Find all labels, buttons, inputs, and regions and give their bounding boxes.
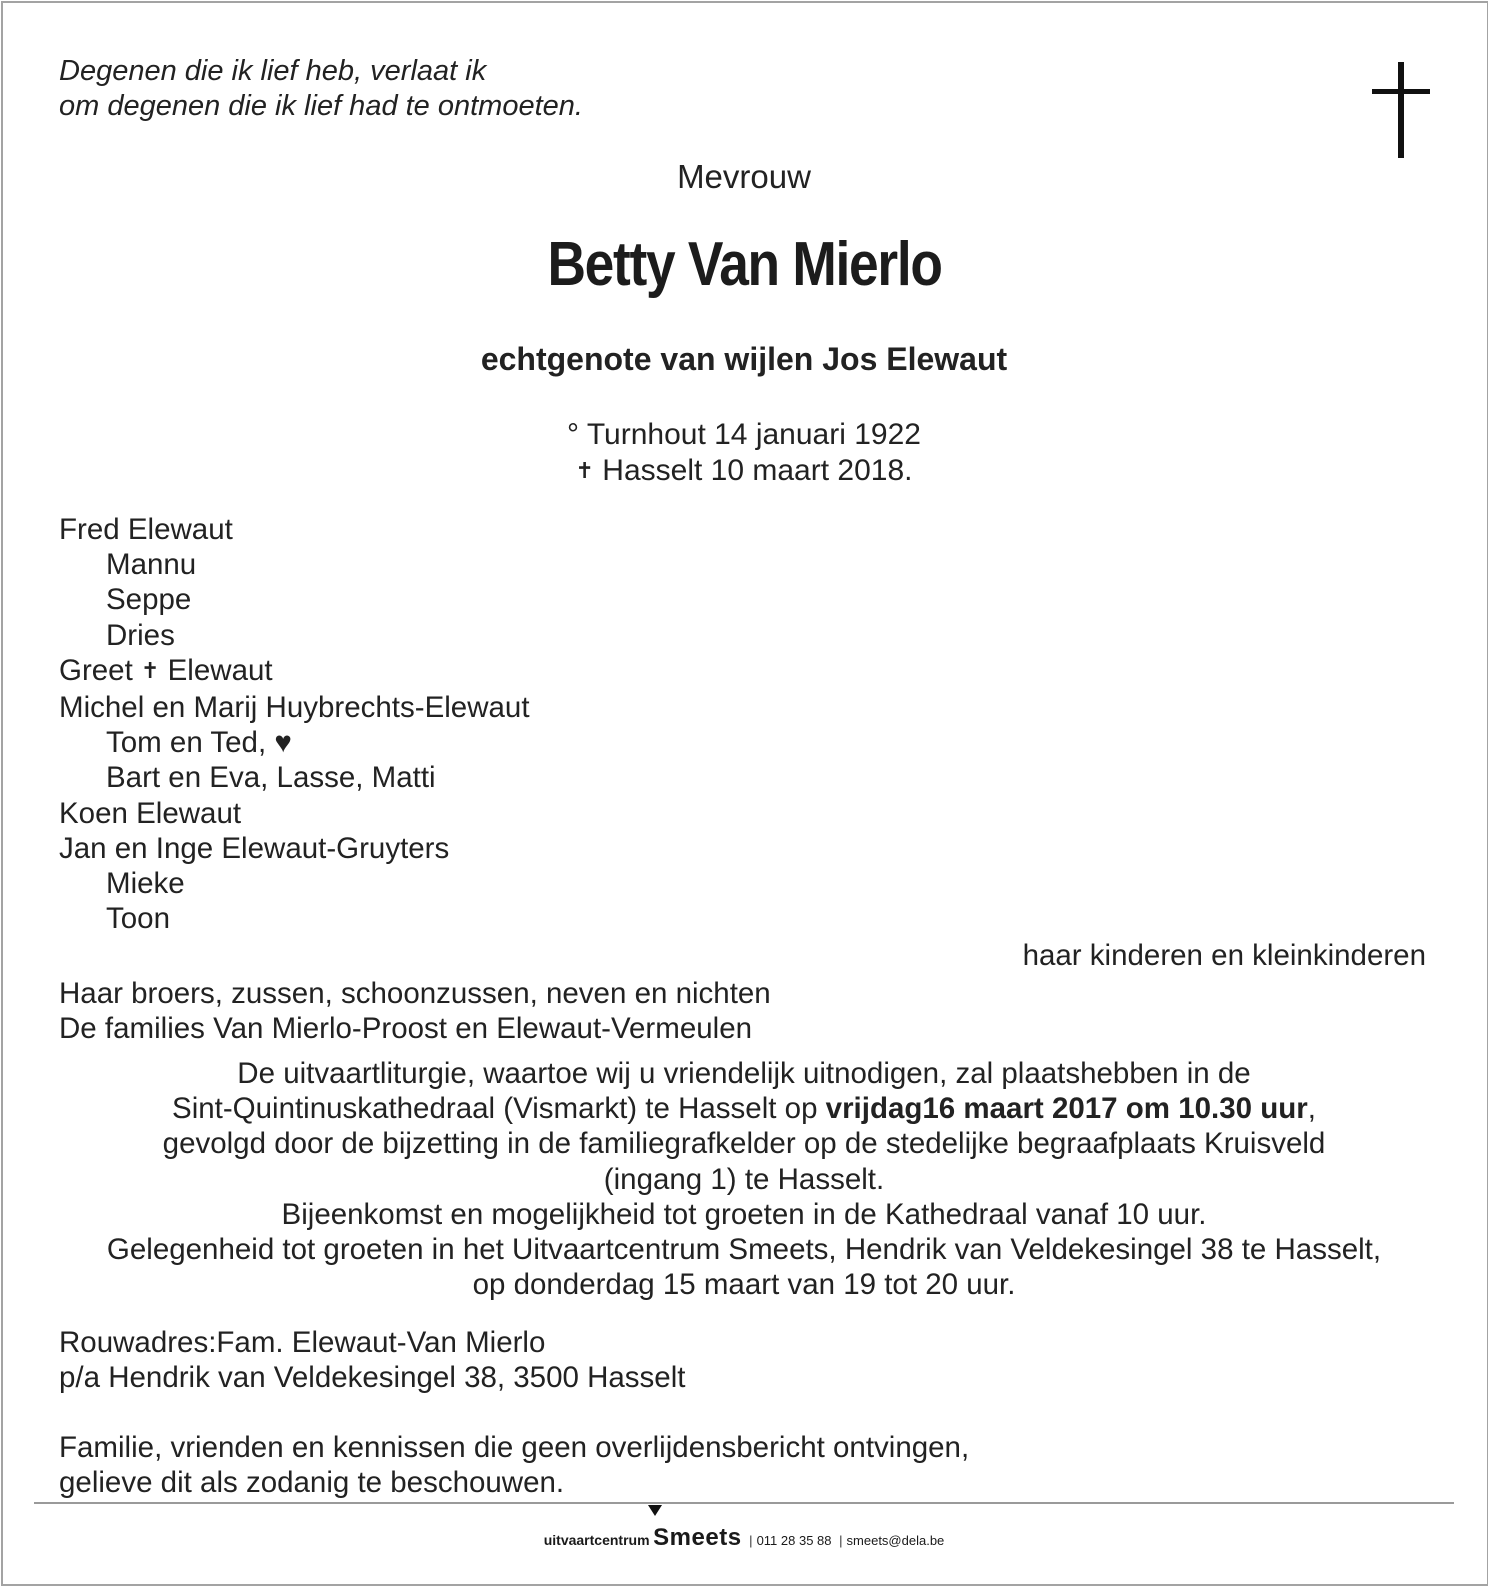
relation-label: haar kinderen en kleinkinderen <box>1022 939 1426 972</box>
quote-line: Degenen die ik lief heb, verlaat ik <box>59 55 487 87</box>
funeral-line: De uitvaartliturgie, waartoe wij u vriendelijk uitnodigen, zal plaatshebben in de <box>237 1057 1251 1090</box>
small-cross-icon: ✝ <box>140 657 160 683</box>
life-dates <box>0 417 1488 491</box>
list-item: Greet ✝ Elewaut <box>59 653 273 687</box>
death-line: ✝ Hasselt 10 maart 2018. <box>575 454 913 487</box>
funeral-line: Gelegenheid tot groeten in het Uitvaartcentrum Smeets, Hendrik van Veldekesingel 38 te Hasselt, <box>106 1233 1382 1267</box>
list-item: Tom en Ted, ♥ <box>106 726 292 760</box>
triangle-marker-icon <box>648 1505 662 1516</box>
cross-icon <box>1372 62 1430 158</box>
list-item: Michel en Marij Huybrechts-Elewaut <box>59 691 530 725</box>
address-line: Rouwadres:Fam. Elewaut-Van Mierlo <box>59 1326 546 1359</box>
funeral-datetime: vrijdag16 maart 2017 om 10.30 uur <box>825 1092 1308 1126</box>
list-item: Jan en Inge Elewaut-Gruyters <box>59 831 450 865</box>
list-item: Haar broers, zussen, schoonzussen, neven en nichten <box>59 977 771 1010</box>
footer-divider <box>34 1502 1454 1504</box>
brand-name: Smeets <box>653 1524 742 1551</box>
list-item: Mannu <box>106 548 197 582</box>
list-item: Mieke <box>106 867 185 901</box>
phone-number: 011 28 35 88 <box>756 1533 832 1548</box>
list-item: Toon <box>106 902 170 936</box>
brand-prefix: uitvaartcentrum <box>543 1532 650 1548</box>
funeral-details <box>0 1056 1488 1302</box>
list-item: Dries <box>106 618 175 652</box>
funeral-line: op donderdag 15 maart van 19 tot 20 uur. <box>472 1268 1016 1302</box>
closing-notice <box>59 1430 969 1500</box>
title: Mevrouw <box>677 158 811 195</box>
deceased-name: Betty Van Mierlo <box>547 230 942 299</box>
small-cross-icon: ✝ <box>575 458 594 483</box>
quote-line: om degenen die ik lief had te ontmoeten. <box>59 90 583 122</box>
email-address: smeets@dela.be <box>846 1533 945 1548</box>
list-item: Fred Elewaut <box>59 513 233 546</box>
list-item: Bart en Eva, Lasse, Matti <box>106 761 436 795</box>
funeral-line: (ingang 1) te Hasselt. <box>603 1162 885 1196</box>
family-list <box>59 512 530 936</box>
list-item: Seppe <box>106 583 192 617</box>
birth-line: ° Turnhout 14 januari 1922 <box>567 418 921 451</box>
list-item: De families Van Mierlo-Proost en Elewaut-Vermeulen <box>59 1012 753 1046</box>
extended-family <box>59 976 771 1046</box>
spouse-line: echtgenote van wijlen Jos Elewaut <box>480 341 1008 377</box>
notice-line: gelieve dit als zodanig te beschouwen. <box>59 1466 565 1500</box>
funeral-home-footer: uitvaartcentrum Smeets | 011 28 35 88 | smeets@dela.be <box>543 1524 945 1551</box>
list-item: Koen Elewaut <box>59 796 242 830</box>
funeral-line: Sint-Quintinuskathedraal (Vismarkt) te Hasselt op vrijdag16 maart 2017 om 10.30 uur, <box>172 1092 1316 1126</box>
address-line: p/a Hendrik van Veldekesingel 38, 3500 Hasselt <box>59 1361 686 1395</box>
opening-quote <box>59 54 583 124</box>
notice-line: Familie, vrienden en kennissen die geen overlijdensbericht ontvingen, <box>59 1431 970 1464</box>
mourning-address <box>59 1325 685 1395</box>
funeral-line: gevolgd door de bijzetting in de familiegrafkelder op de stedelijke begraafplaats Kruisveld <box>162 1127 1326 1161</box>
funeral-line: Bijeenkomst en mogelijkheid tot groeten in de Kathedraal vanaf 10 uur. <box>281 1197 1207 1231</box>
